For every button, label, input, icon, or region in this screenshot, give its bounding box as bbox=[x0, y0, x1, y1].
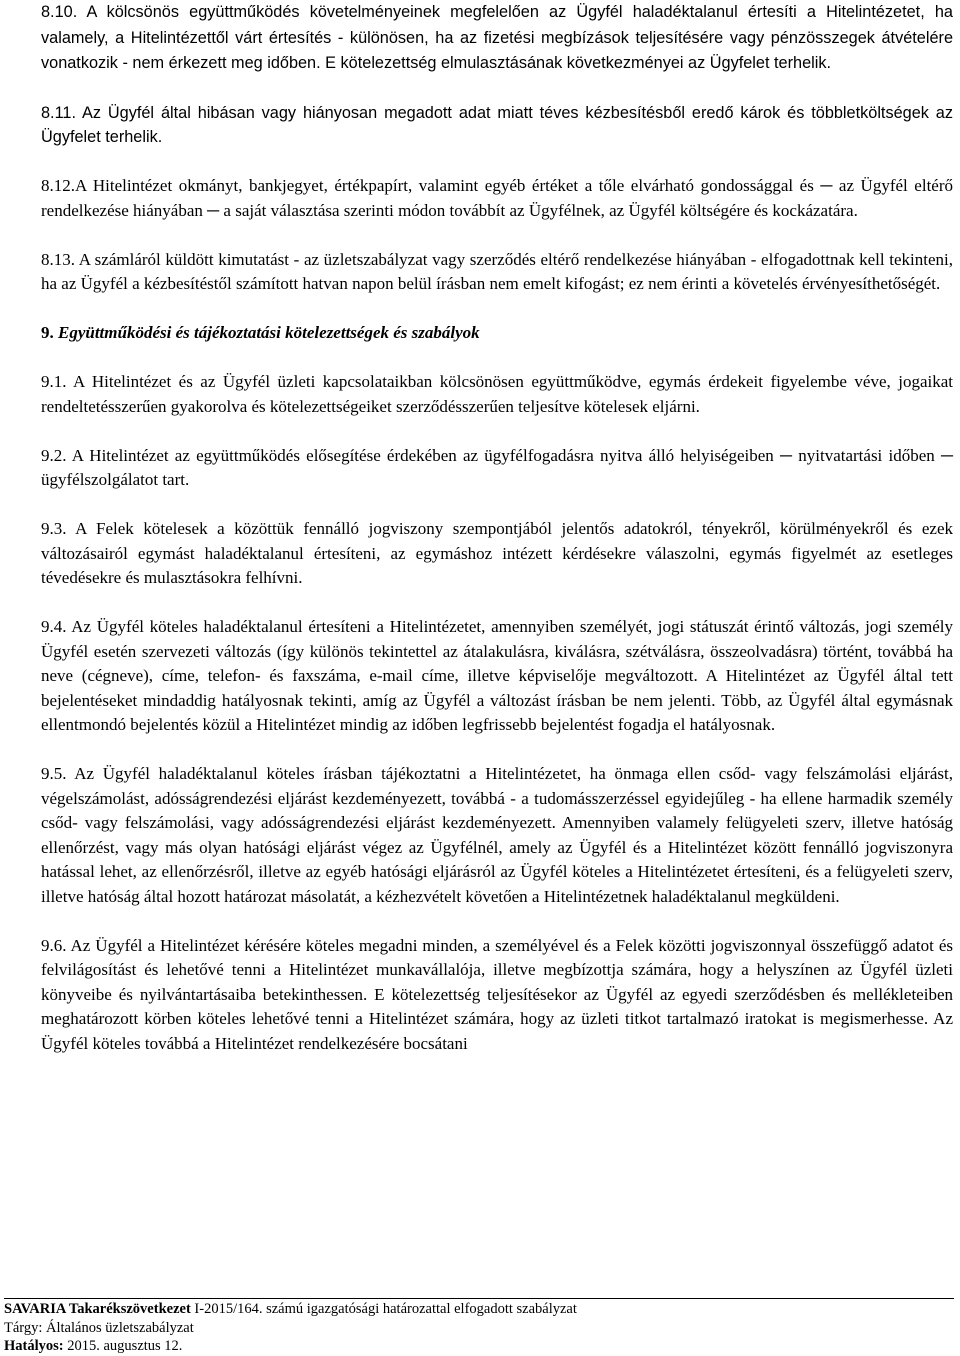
footer-decree: I-2015/164. számú igazgatósági határozattal elfogadott szabályzat bbox=[190, 1301, 577, 1317]
footer-line-3 bbox=[4, 1337, 954, 1356]
section-number: 9. bbox=[41, 323, 54, 342]
paragraph-9-5: 9.5. Az Ügyfél haladéktalanul köteles írásban tájékoztatni a Hitelintézetet, ha önmaga ellen csőd- vagy felszámolási eljárást, végelszámolást, adósságrendezési eljárást kezdeményezett, továbbá - a tudomásszerzéssel egyidejűleg - ha ellene harmadik személy csőd- vagy felszámolási, vagy adósságrendezési eljárást kezdeményezett. Amennyiben valamely felügyeleti szerv, illetve hatóság ellenőrzést, vagy más olyan hatósági eljárást végez az Ügyfélnél, amely az Ügyfél és a Hitelintézet között fennálló jogviszonyra hatással lehet, az ellenőrzésről, illetve az egyéb hatósági eljárásról az Ügyfél köteles a Hitelintézetet értesíteni, és a felügyeleti szerv, illetve hatóság által hozott határozat másolatát, a kézhezvételt követően a Hitelintézetnek haladéktalanul megküldeni. bbox=[41, 764, 953, 906]
footer-subject: Tárgy: Általános üzletszabályzat bbox=[4, 1319, 194, 1336]
section-heading-9 bbox=[41, 321, 953, 346]
footer-effective-date: 2015. augusztus 12. bbox=[63, 1338, 183, 1354]
paragraph-9-6: 9.6. Az Ügyfél a Hitelintézet kérésére köteles megadni minden, a személyével és a Felek közötti jogviszonnyal összefüggő adatot és felvilágosítást és lehetővé tenni a Hitelintézet munkavállalója, illetve megbízottja számára, hogy a helyszínen az Ügyfél üzleti könyveibe és nyilvántartásaiba betekinthessen. E kötelezettség teljesítésekor az Ügyfél az egyedi szerződésben és mellékleteiben meghatározott körben köteles lehetővé tenni a Hitelintézet számára, hogy az üzleti titkot tartalmazó iratokat is megismerhesse. Az Ügyfél köteles továbbá a Hitelintézet rendelkezésére bocsátani bbox=[41, 935, 953, 1053]
footer-org: SAVARIA Takarékszövetkezet bbox=[4, 1301, 191, 1317]
paragraph-8-12: 8.12.A Hitelintézet okmányt, bankjegyet, értékpapírt, valamint egyéb értéket a tőle elvárható gondossággal és ─ az Ügyfél eltérő rendelkezése hiányában ─ a saját választása szerinti módon továbbít az Ügyfélnek, az Ügyfél költségére és kockázatára. bbox=[41, 176, 953, 220]
paragraph-9-2: 9.2. A Hitelintézet az együttműködés elősegítése érdekében az ügyfélfogadásra nyitva álló helyiségeiben ─ nyitvatartási időben ─ ügyfélszolgálatot tart. bbox=[41, 445, 953, 489]
paragraph-8-11: 8.11. Az Ügyfél által hibásan vagy hiányosan megadott adat miatt téves kézbesítésből eredő károk és többletköltségek az Ügyfelet terhelik. bbox=[41, 103, 953, 146]
paragraph-9-3: 9.3. A Felek kötelesek a közöttük fennálló jogviszony szempontjából jelentős adatokról, tényekről, körülményekről és ezek változásairól egymást haladéktalanul értesíteni, az egymáshoz intézett kérdésekre válaszolni, egymás figyelmét az esetleges tévedésekre és mulasztásokra felhívni. bbox=[41, 519, 953, 587]
paragraph-9-1: 9.1. A Hitelintézet és az Ügyfél üzleti kapcsolataikban kölcsönösen együttműködve, egymás érdekeit figyelembe véve, jogaikat rendeltetésszerűen gyakorolva és kötelezettségeiket szerződésszerűen teljesítve kötelesek eljárni. bbox=[41, 372, 953, 416]
section-title: Együttműködési és tájékoztatási kötelezettségek és szabályok bbox=[58, 323, 480, 342]
paragraph-9-4: 9.4. Az Ügyfél köteles haladéktalanul értesíteni a Hitelintézetet, amennyiben személyét, jogi státuszát érintő változás, jogi személy Ügyfél esetén szervezeti változás (így különös tekintettel az átalakulásra, kiválásra, szétválásra, összeolvadásra) történt, továbbá ha neve (cégneve), címe, telefon- és faxszáma, e-mail címe, illetve képviselője megváltozott. A Hitelintézet az Ügyfél által tett bejelentéseket mindaddig hatályosnak tekinti, amíg az Ügyfél a változást írásban be nem jelenti. Több, az Ügyfél által egymásnak ellentmondó bejelentés közül a Hitelintézet mindig az időben legfrissebb bejelentést fogadja el hatályosnak. bbox=[41, 617, 953, 734]
paragraph-8-13: 8.13. A számláról küldött kimutatást - az üzletszabályzat vagy szerződés eltérő rendelkezése hiányában - elfogadottnak kell tekinteni, ha az Ügyfél a kézbesítéstől számított hatvan napon belül írásban nem emelt kifogást; ez nem érinti a követelés érvényesíthetőségét. bbox=[41, 249, 953, 293]
document-body bbox=[41, 0, 953, 1056]
footer-line-1 bbox=[4, 1300, 954, 1319]
footer-effective-label: Hatályos: bbox=[4, 1338, 64, 1354]
paragraph-8-10: 8.10. A kölcsönös együttműködés követelményeinek megfelelően az Ügyfél haladéktalanul értesíti a Hitelintézetet, ha valamely, a Hitelintézettől várt értesítés - különösen, ha az fizetési megbízások teljesítésére vagy pénzösszegek átvételére vonatkozik - nem érkezett meg időben. E kötelezettség elmulasztásának következményei az Ügyfelet terhelik. bbox=[41, 3, 953, 72]
page-footer bbox=[4, 1298, 954, 1356]
